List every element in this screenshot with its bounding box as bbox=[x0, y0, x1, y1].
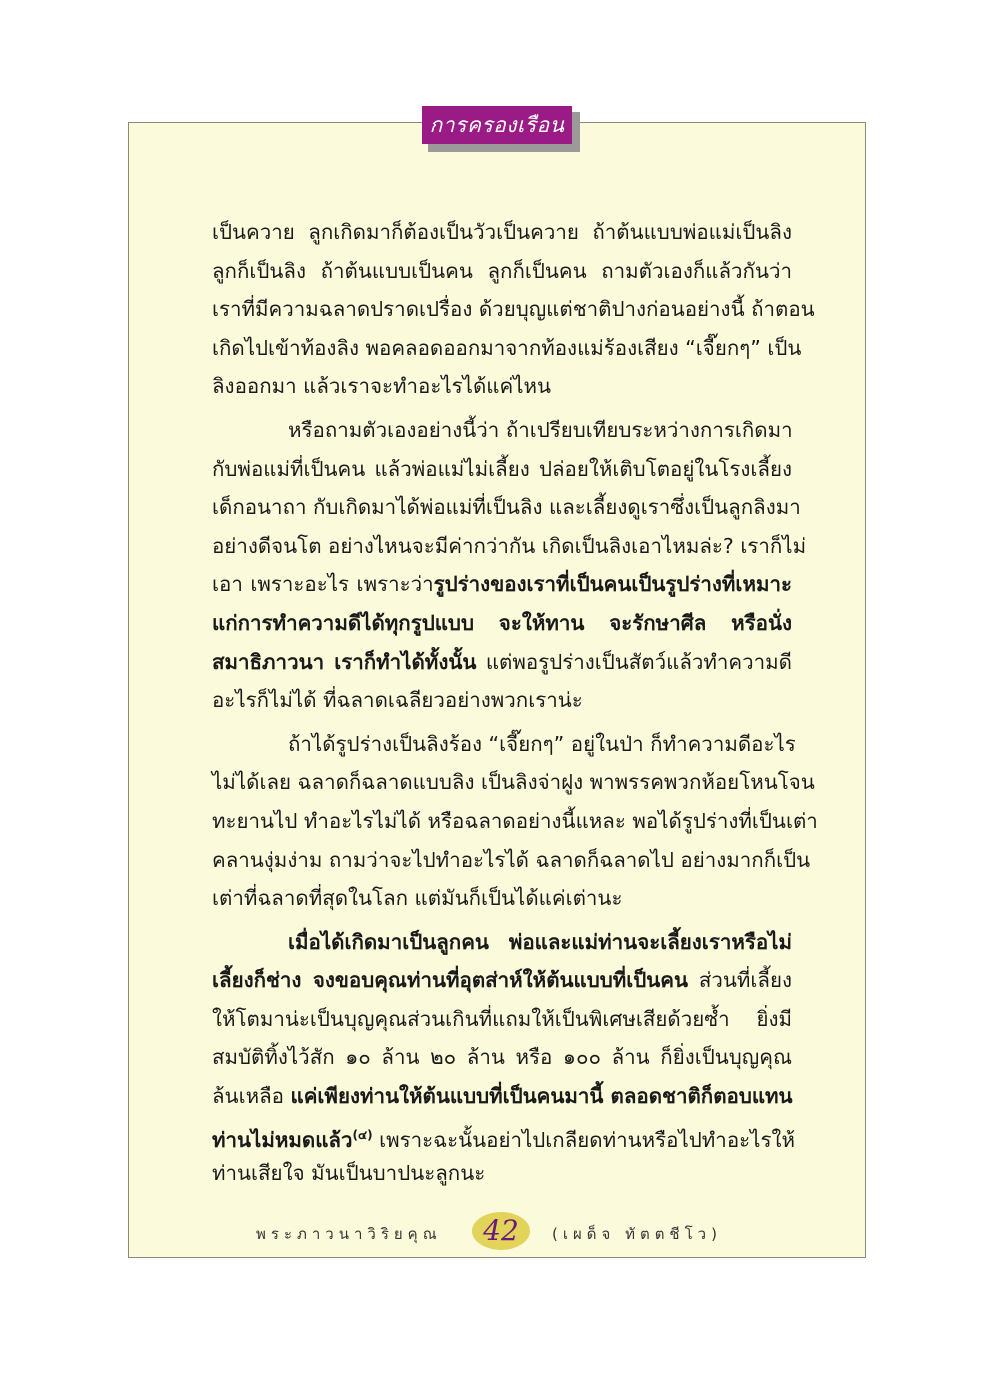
text-bold: เลี้ยงก็ช่าง จงขอบคุณท่านที่อุตส่าห์ให้ต้นแบบที่เป็นคน bbox=[212, 968, 689, 993]
footnote-marker: (๔) bbox=[352, 1127, 373, 1142]
text-line: ลิงออกมา แล้วเราจะทำอะไรได้แค่ไหน bbox=[212, 374, 552, 399]
paragraph-1 bbox=[212, 213, 815, 406]
text-normal: เพราะฉะนั้นอย่าไปเกลียดท่านหรือไปทำอะไรให้ bbox=[372, 1127, 795, 1152]
text-line: เป็นควาย ลูกเกิดมาก็ต้องเป็นวัวเป็นควาย ถ้าต้นแบบพ่อแม่เป็นลิง bbox=[212, 220, 792, 244]
text-line: หรือถามตัวเองอย่างนี้ว่า ถ้าเปรียบเทียบระหว่างการเกิดมา bbox=[288, 417, 793, 442]
paragraph-3 bbox=[212, 725, 818, 918]
text-bold: สมาธิภาวนา เราก็ทำได้ทั้งนั้น bbox=[212, 649, 477, 674]
text-line: กับพ่อแม่ที่เป็นคน แล้วพ่อแม่ไม่เลี้ยง ปล่อยให้เติบโตอยู่ในโรงเลี้ยง bbox=[212, 456, 792, 481]
text-line: ไม่ได้เลย ฉลาดก็ฉลาดแบบลิง เป็นลิงจ่าฝูง พาพรรคพวกห้อยโหนโจน bbox=[212, 770, 815, 795]
text-line bbox=[212, 961, 792, 1000]
text-normal: ส่วนที่เลี้ยง bbox=[688, 968, 792, 993]
text-line: สมบัติทิ้งไว้สัก ๑๐ ล้าน ๒๐ ล้าน หรือ ๑๐๐ ล้าน ก็ยิ่งเป็นบุญคุณ bbox=[212, 1045, 792, 1070]
text-line bbox=[212, 565, 792, 604]
text-line: เด็กอนาถา กับเกิดมาได้พ่อแม่ที่เป็นลิง และเลี้ยงดูเราซึ่งเป็นลูกลิงมา bbox=[212, 495, 801, 520]
text-line: เกิดไปเข้าท้องลิง พอคลอดออกมาจากท้องแม่ร้องเสียง “เจี๊ยกๆ” เป็น bbox=[212, 335, 802, 360]
text-line: ทะยานไป ทำอะไรไม่ได้ หรือฉลาดอย่างนี้แหละ พอได้รูปร่างที่เป็นเต่า bbox=[212, 808, 818, 833]
text-line bbox=[212, 643, 792, 682]
text-normal: เอา เพราะอะไร เพราะว่า bbox=[212, 572, 434, 597]
text-normal: ล้นเหลือ bbox=[212, 1084, 291, 1109]
text-line: เราที่มีความฉลาดปราดเปรื่อง ด้วยบุญแต่ชาติปางก่อนอย่างนี้ ถ้าตอน bbox=[212, 297, 815, 322]
chapter-title-tab: การครองเรือน bbox=[422, 106, 572, 144]
footer-book-title: พระภาวนาวิริยคุณ bbox=[256, 1225, 442, 1243]
text-bold: ท่านไม่หมดแล้ว bbox=[212, 1127, 353, 1152]
text-line: ให้โตมาน่ะเป็นบุญคุณส่วนเกินที่แถมให้เป็นพิเศษเสียด้วยซ้ำ ยิ่งมี bbox=[212, 1006, 792, 1031]
text-line bbox=[212, 1116, 795, 1155]
text-line bbox=[212, 1077, 792, 1116]
text-normal: แต่พอรูปร่างเป็นสัตว์แล้วทำความดี bbox=[476, 649, 792, 674]
text-line: อย่างดีจนโต อย่างไหนจะมีค่ากว่ากัน เกิดเป็นลิงเอาไหมล่ะ? เราก็ไม่ bbox=[212, 533, 807, 558]
text-line: เต่าที่ฉลาดที่สุดในโลก แต่มันก็เป็นได้แค่เต่านะ bbox=[212, 886, 623, 911]
text-bold: แค่เพียงท่านให้ต้นแบบที่เป็นคนมานี้ ตลอดชาติก็ตอบแทน bbox=[290, 1084, 793, 1109]
text-bold: รูปร่างของเราที่เป็นคนเป็นรูปร่างที่เหมาะ bbox=[433, 572, 792, 597]
body-text bbox=[212, 213, 818, 1193]
text-line: คลานงุ่มง่าม ถามว่าจะไปทำอะไรได้ ฉลาดก็ฉลาดไป อย่างมากก็เป็น bbox=[212, 847, 811, 872]
text-line: อะไรก็ไม่ได้ ที่ฉลาดเฉลียวอย่างพวกเราน่ะ bbox=[212, 688, 583, 713]
paragraph-4 bbox=[212, 923, 795, 1193]
page-number-badge: 42 bbox=[472, 1212, 530, 1250]
paragraph-2 bbox=[212, 411, 807, 720]
text-line: ลูกก็เป็นลิง ถ้าต้นแบบเป็นคน ลูกก็เป็นคน ถามตัวเองก็แล้วกันว่า bbox=[212, 258, 792, 283]
text-line: ท่านเสียใจ มันเป็นบาปนะลูกนะ bbox=[212, 1161, 486, 1186]
text-line-bold: แก่การทำความดีได้ทุกรูปแบบ จะให้ทาน จะรักษาศีล หรือนั่ง bbox=[212, 610, 792, 635]
text-line-bold: เมื่อได้เกิดมาเป็นลูกคน พ่อและแม่ท่านจะเลี้ยงเราหรือไม่ bbox=[288, 929, 792, 954]
text-line: ถ้าได้รูปร่างเป็นลิงร้อง “เจี๊ยกๆ” อยู่ในป่า ก็ทำความดีอะไร bbox=[288, 731, 796, 756]
footer-author: (เผด็จ ทัตตชีโว) bbox=[552, 1225, 722, 1243]
